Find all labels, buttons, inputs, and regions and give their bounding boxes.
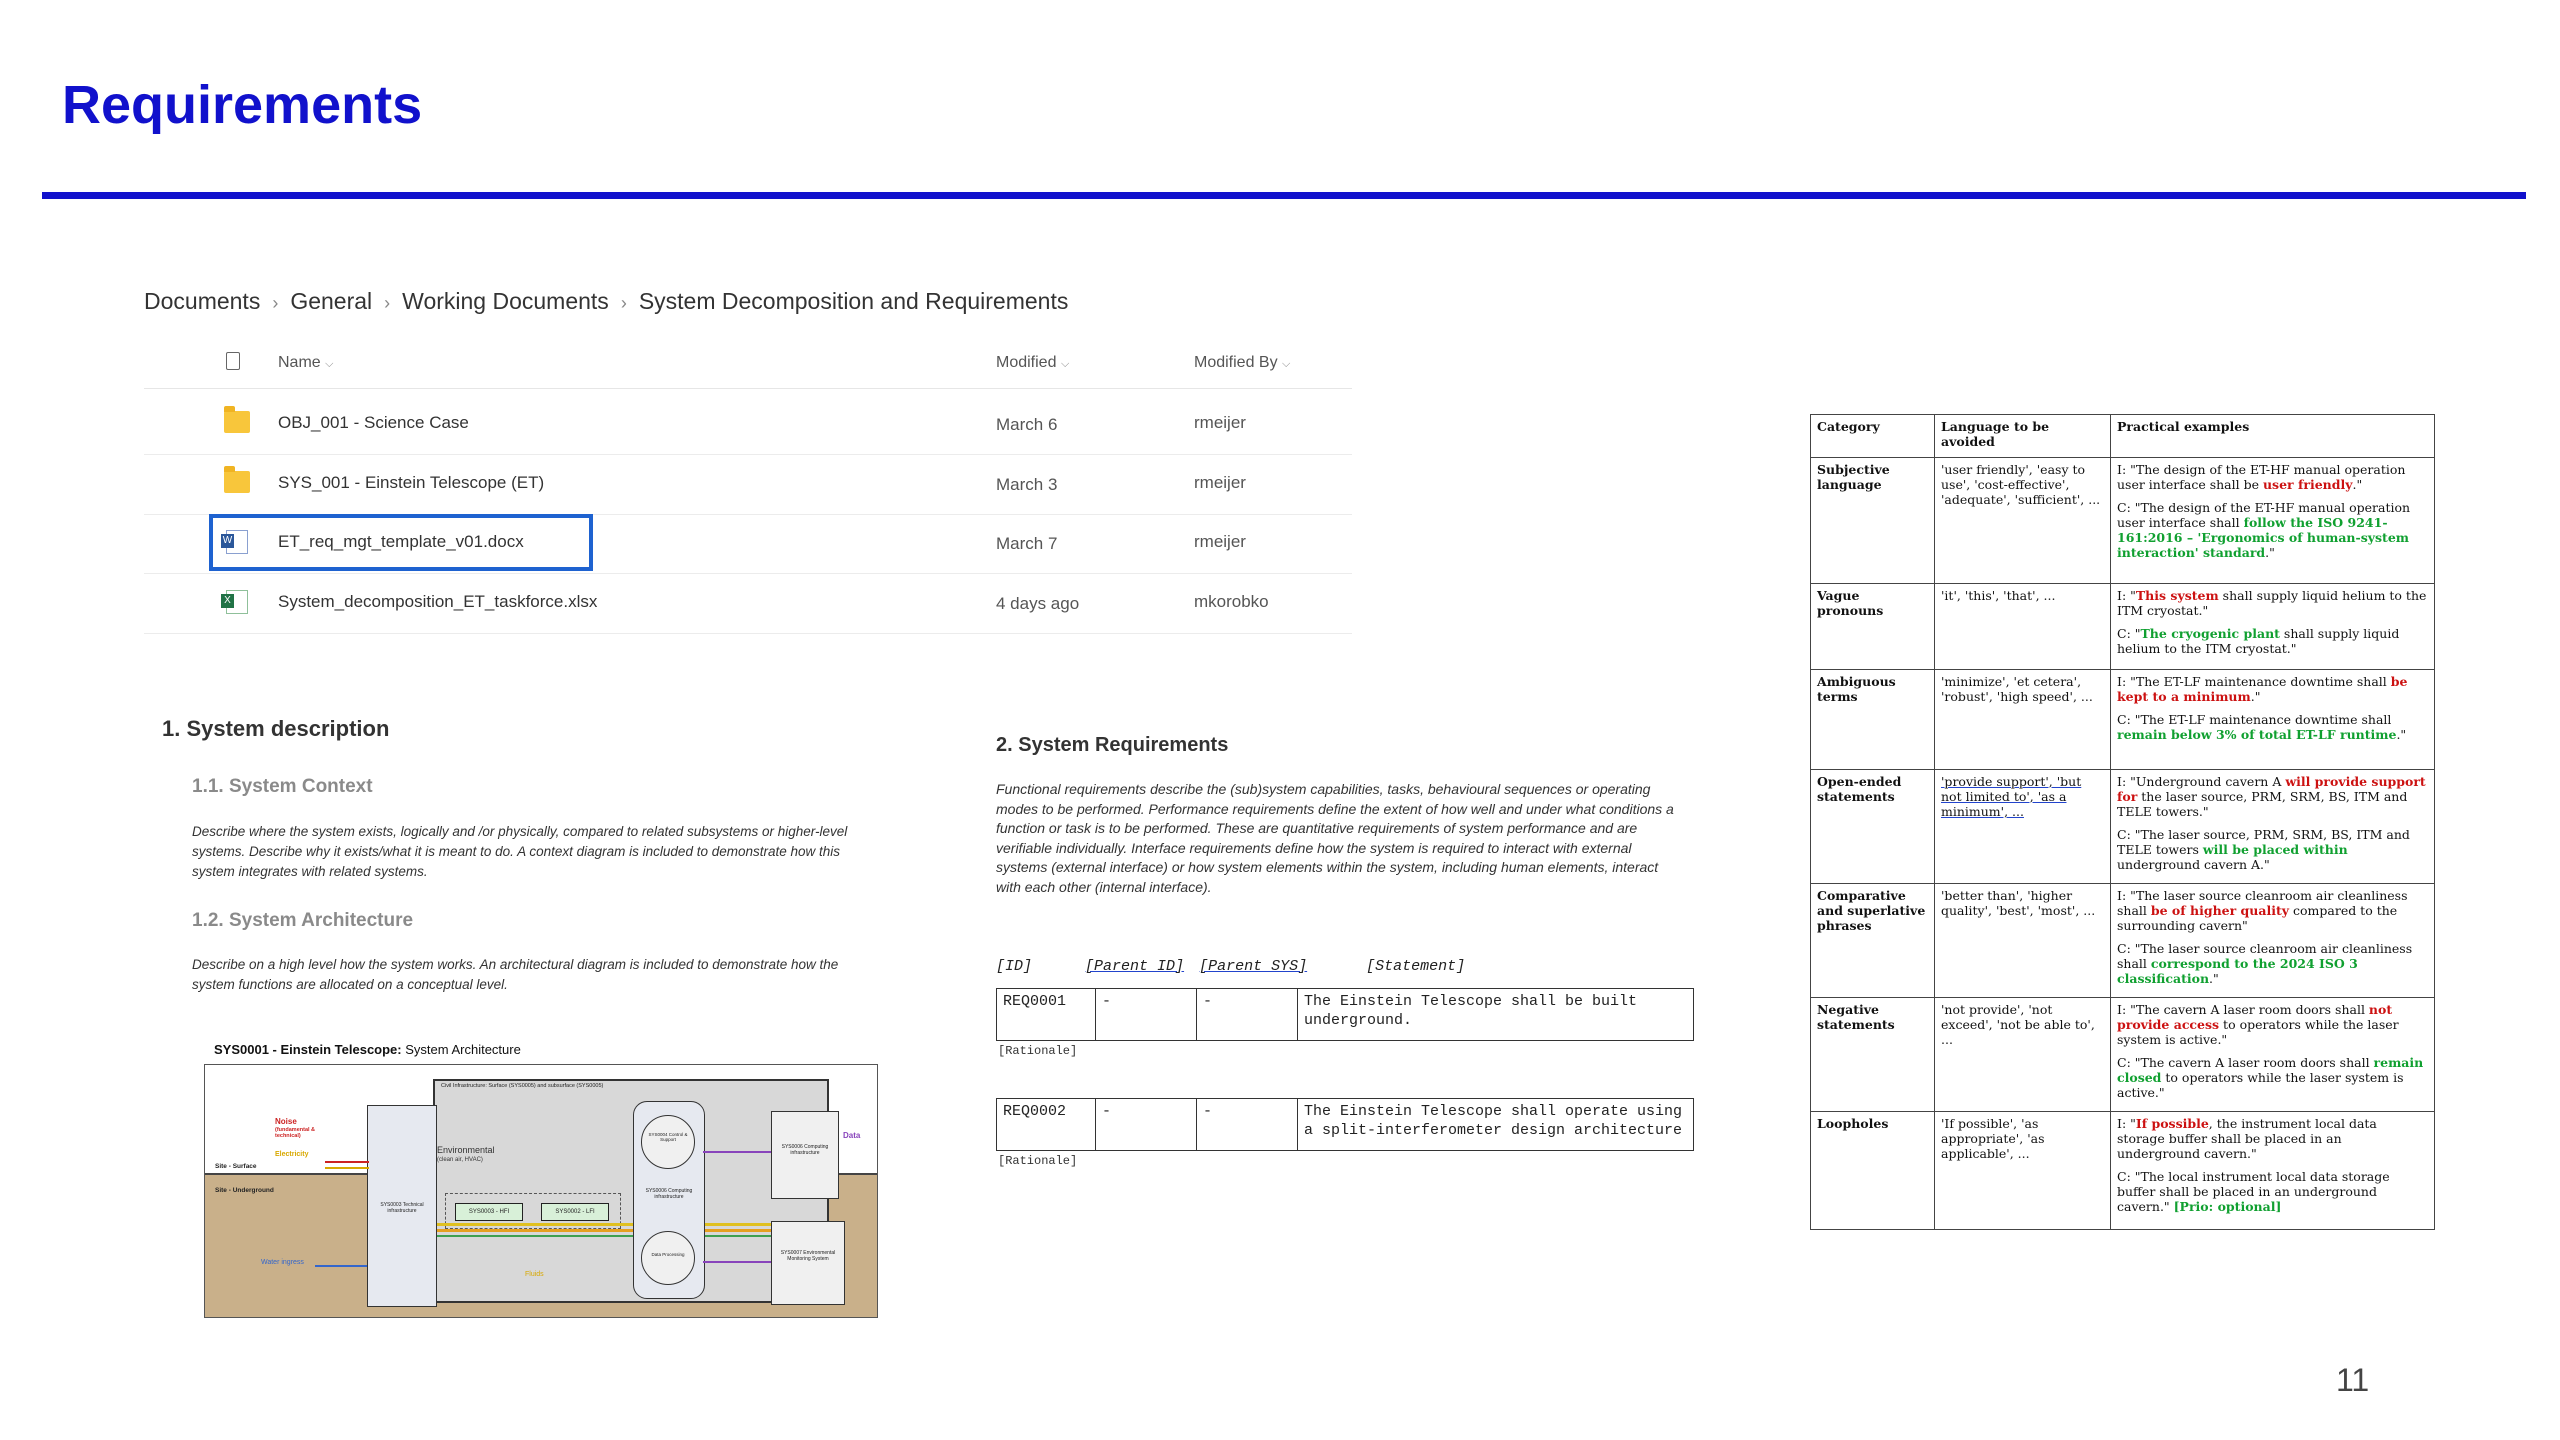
chevron-down-icon: ⌵ bbox=[1060, 358, 1070, 370]
avoid-cell: 'better than', 'higher quality', 'best', 'most', ... bbox=[1935, 884, 2111, 998]
diagram-label-technical-infra: SYS0003 Technical infrastructure bbox=[380, 1202, 424, 1214]
correct-example: C: "The design of the ET-HF manual operation user interface shall follow the ISO 9241-161:2016 – 'Ergonomics of human-system interaction' standard." bbox=[2117, 500, 2411, 560]
diagram-label-site-surface: Site - Surface bbox=[215, 1163, 257, 1170]
examples-cell bbox=[2111, 770, 2435, 884]
req-parent-sys: - bbox=[1197, 1099, 1298, 1151]
file-row[interactable] bbox=[144, 574, 1352, 634]
noise-arrow bbox=[325, 1161, 369, 1163]
electricity-arrow bbox=[325, 1167, 369, 1169]
column-header-modified[interactable]: Modified ⌵ bbox=[996, 354, 1070, 371]
breadcrumb bbox=[144, 288, 1068, 315]
file-name[interactable]: SYS_001 - Einstein Telescope (ET) bbox=[278, 473, 545, 492]
technical-infra-box bbox=[367, 1105, 437, 1307]
table-row bbox=[1811, 670, 2435, 770]
correct-example: C: "The laser source cleanroom air cleanliness shall correspond to the 2024 ISO 3 classification." bbox=[2117, 941, 2413, 986]
file-name[interactable]: ET_req_mgt_template_v01.docx bbox=[278, 532, 524, 551]
avoid-cell: 'minimize', 'et cetera', 'robust', 'high speed', ... bbox=[1935, 670, 2111, 770]
diagram-label-environmental-sub: (clean air, HVAC) bbox=[437, 1157, 483, 1163]
column-label-parent-sys: [Parent SYS] bbox=[1199, 958, 1308, 975]
diagram-label-header: Civil Infrastructure: Surface (SYS0005) and subsurface (SYS0005) bbox=[441, 1083, 604, 1089]
examples-cell bbox=[2111, 458, 2435, 584]
breadcrumb-item-general[interactable]: General bbox=[290, 288, 373, 314]
language-guidance-table bbox=[1810, 414, 2435, 1230]
req-rationale: [Rationale] bbox=[998, 1044, 1078, 1058]
column-header-name[interactable]: Name ⌵ bbox=[278, 354, 334, 371]
chevron-right-icon: › bbox=[272, 293, 279, 313]
diagram-label-fluids: Fluids bbox=[525, 1271, 544, 1278]
data-line bbox=[703, 1261, 771, 1263]
examples-cell bbox=[2111, 1112, 2435, 1230]
diagram-label-environmental: Environmental bbox=[437, 1145, 495, 1155]
page-number: 11 bbox=[2336, 1362, 2370, 1398]
category-cell: Subjective language bbox=[1811, 458, 1935, 584]
table-row bbox=[1811, 458, 2435, 584]
environmental-line bbox=[437, 1235, 807, 1237]
examples-cell bbox=[2111, 670, 2435, 770]
category-cell: Negative statements bbox=[1811, 998, 1935, 1112]
external-computing-box bbox=[771, 1111, 839, 1199]
incorrect-example: I: "If possible, the instrument local data storage buffer shall be placed in an underground cavern." bbox=[2117, 1116, 2377, 1161]
requirement-table-req0002 bbox=[996, 1098, 1694, 1151]
column-header-language-to-avoid: Language to be avoided bbox=[1935, 415, 2111, 458]
correct-example: C: "The local instrument local data storage buffer shall be placed in an underground cavern." [Prio: optional] bbox=[2117, 1169, 2390, 1214]
chevron-right-icon: › bbox=[384, 293, 391, 313]
section-heading-system-requirements: 2. System Requirements bbox=[996, 734, 1229, 756]
file-modified-by: rmeijer bbox=[1194, 532, 1246, 551]
file-list-header bbox=[144, 350, 1352, 389]
diagram-label-noise: Noise bbox=[275, 1117, 297, 1126]
diagram-label-computing: SYS0006 Computing infrastructure bbox=[645, 1188, 693, 1200]
examples-cell bbox=[2111, 584, 2435, 670]
incorrect-example: I: "The ET-LF maintenance downtime shall be kept to a minimum." bbox=[2117, 674, 2408, 704]
breadcrumb-item-working-documents[interactable]: Working Documents bbox=[402, 288, 609, 314]
file-modified-by: mkorobko bbox=[1194, 592, 1269, 611]
category-cell: Loopholes bbox=[1811, 1112, 1935, 1230]
data-processing-circle bbox=[641, 1231, 695, 1285]
breadcrumb-item-current[interactable]: System Decomposition and Requirements bbox=[638, 288, 1069, 314]
civil-infrastructure-box bbox=[433, 1079, 829, 1303]
chevron-down-icon: ⌵ bbox=[325, 358, 334, 370]
breadcrumb-item-documents[interactable]: Documents bbox=[144, 288, 261, 314]
diagram-label-noise-sub: (fundamental & technical) bbox=[275, 1127, 316, 1139]
req-rationale: [Rationale] bbox=[998, 1154, 1078, 1168]
diagram-label-site-underground: Site - Underground bbox=[215, 1187, 274, 1194]
electricity-line bbox=[437, 1223, 807, 1226]
chevron-down-icon: ⌵ bbox=[1282, 358, 1291, 370]
lf-interferometer-box: SYS0002 - LFI bbox=[541, 1203, 609, 1221]
incorrect-example: I: "The laser source cleanroom air cleanliness shall be of higher quality compared to the surrounding cavern" bbox=[2117, 888, 2408, 933]
table-row bbox=[1811, 998, 2435, 1112]
requirement-table-req0001 bbox=[996, 988, 1694, 1041]
file-modified-by: rmeijer bbox=[1194, 413, 1246, 432]
category-cell: Comparative and superlative phrases bbox=[1811, 884, 1935, 998]
file-modified: 4 days ago bbox=[996, 594, 1080, 613]
system-architecture-text: Describe on a high level how the system works. An architectural diagram is included to demonstrate how the system functions are allocated on a conceptual level. bbox=[192, 957, 839, 992]
category-cell: Ambiguous terms bbox=[1811, 670, 1935, 770]
file-name[interactable]: System_decomposition_ET_taskforce.xlsx bbox=[278, 592, 598, 611]
incorrect-example: I: "Underground cavern A will provide support for the laser source, PRM, SRM, BS, ITM and TELE towers." bbox=[2117, 774, 2426, 819]
file-modified-by: rmeijer bbox=[1194, 473, 1246, 492]
table-row bbox=[1811, 884, 2435, 998]
avoid-cell: 'user friendly', 'easy to use', 'cost-effective', 'adequate', 'sufficient', ... bbox=[1935, 458, 2111, 584]
diagram-label-processing: Data Processing bbox=[651, 1252, 685, 1257]
diagram-caption: SYS0001 - Einstein Telescope: System Architecture bbox=[214, 1042, 521, 1057]
title-divider bbox=[42, 192, 2526, 199]
diagram-label-monitoring: SYS0007 Environmental Monitoring System bbox=[780, 1250, 836, 1262]
file-row[interactable] bbox=[144, 395, 1352, 455]
req-statement: The Einstein Telescope shall operate using a split-interferometer design architecture bbox=[1298, 1099, 1694, 1151]
req-statement: The Einstein Telescope shall be built underground. bbox=[1298, 989, 1694, 1041]
folder-icon bbox=[224, 411, 250, 433]
system-requirements-intro: Functional requirements describe the (sub)system capabilities, tasks, behavioural sequences or operating modes to be performed. Performance requirements define the extent of how well and under what conditions a function or task is to be performed. These are quantitative requirements of system performance and are verifiable individually. Interface requirements define how the system is required to interact with external systems (external interface) or how system elements within the system, including human elements, interact with each other (internal interface). bbox=[996, 781, 1674, 895]
table-row bbox=[1811, 770, 2435, 884]
examples-cell bbox=[2111, 998, 2435, 1112]
avoid-cell: 'it', 'this', 'that', ... bbox=[1935, 584, 2111, 670]
hf-interferometer-box: SYS0003 - HFI bbox=[455, 1203, 523, 1221]
correct-example: C: "The laser source, PRM, SRM, BS, ITM and TELE towers will be placed within underground cavern A." bbox=[2117, 827, 2410, 872]
diagram-label-computing-box: SYS0006 Computing infrastructure bbox=[781, 1144, 829, 1156]
correct-example: C: "The cavern A laser room doors shall remain closed to operators while the laser system is active." bbox=[2117, 1055, 2424, 1100]
chevron-right-icon: › bbox=[620, 293, 627, 313]
req-parent-id: - bbox=[1096, 1099, 1197, 1151]
data-line bbox=[703, 1151, 771, 1153]
incorrect-example: I: "The design of the ET-HF manual operation user interface shall be user friendly." bbox=[2117, 462, 2406, 492]
monitoring-system-box bbox=[771, 1221, 845, 1305]
avoid-cell: 'If possible', 'as appropriate', 'as applicable', ... bbox=[1935, 1112, 2111, 1230]
subsection-heading-system-architecture: 1.2. System Architecture bbox=[192, 910, 414, 931]
section-heading-system-description: 1. System description bbox=[162, 716, 390, 741]
req-id: REQ0002 bbox=[997, 1099, 1096, 1151]
file-modified: March 7 bbox=[996, 534, 1058, 553]
table-row bbox=[1811, 584, 2435, 670]
column-label-statement: [Statement] bbox=[1366, 958, 1466, 975]
subsection-heading-system-context: 1.1. System Context bbox=[192, 776, 373, 797]
slide-title: Requirements bbox=[62, 75, 423, 135]
avoid-cell: 'not provide', 'not exceed', 'not be able to', ... bbox=[1935, 998, 2111, 1112]
category-cell: Vague pronouns bbox=[1811, 584, 1935, 670]
column-label-parent-id: [Parent ID] bbox=[1085, 958, 1185, 975]
diagram-label-data: Data bbox=[843, 1131, 861, 1140]
excel-file-icon bbox=[226, 590, 248, 614]
file-type-icon bbox=[226, 352, 240, 370]
diagram-label-water-ingress: Water ingress bbox=[261, 1259, 304, 1266]
folder-icon bbox=[224, 471, 250, 493]
diagram-label-electricity: Electricity bbox=[275, 1151, 309, 1158]
correct-example: C: "The cryogenic plant shall supply liquid helium to the ITM cryostat." bbox=[2117, 626, 2400, 656]
examples-cell bbox=[2111, 884, 2435, 998]
column-header-category: Category bbox=[1811, 415, 1935, 458]
selected-file-highlight bbox=[209, 514, 593, 571]
requirements-column-labels bbox=[996, 958, 1465, 975]
system-context-text: Describe where the system exists, logically and /or physically, compared to related subsystems or higher-level systems. Describe why it exists/what it is meant to do. A context diagram is included to demonstrate how this system integrates with related systems. bbox=[192, 824, 848, 879]
column-header-practical-examples: Practical examples bbox=[2111, 415, 2435, 458]
diagram-label-control: SYS0004 Control & Support bbox=[648, 1132, 688, 1142]
req-id: REQ0001 bbox=[997, 989, 1096, 1041]
incorrect-example: I: "This system shall supply liquid helium to the ITM cryostat." bbox=[2117, 588, 2427, 618]
req-parent-sys: - bbox=[1197, 989, 1298, 1041]
correct-example: C: "The ET-LF maintenance downtime shall remain below 3% of total ET-LF runtime." bbox=[2117, 712, 2407, 742]
file-name[interactable]: OBJ_001 - Science Case bbox=[278, 413, 469, 432]
fluids-line bbox=[437, 1229, 807, 1232]
control-support-circle bbox=[641, 1115, 695, 1169]
file-row[interactable] bbox=[144, 455, 1352, 515]
water-ingress-arrow bbox=[315, 1265, 367, 1267]
column-header-modified-by[interactable]: Modified By ⌵ bbox=[1194, 354, 1291, 371]
incorrect-example: I: "The cavern A laser room doors shall not provide access to operators while the laser system is active." bbox=[2117, 1002, 2399, 1047]
category-cell: Open-ended statements bbox=[1811, 770, 1935, 884]
architecture-diagram bbox=[204, 1064, 878, 1318]
req-parent-id: - bbox=[1096, 989, 1197, 1041]
file-modified: March 3 bbox=[996, 475, 1058, 494]
avoid-cell: 'provide support', 'but not limited to', 'as a minimum', ... bbox=[1935, 770, 2111, 884]
table-row bbox=[1811, 1112, 2435, 1230]
file-modified: March 6 bbox=[996, 415, 1058, 434]
column-label-id: [ID] bbox=[996, 958, 1033, 975]
